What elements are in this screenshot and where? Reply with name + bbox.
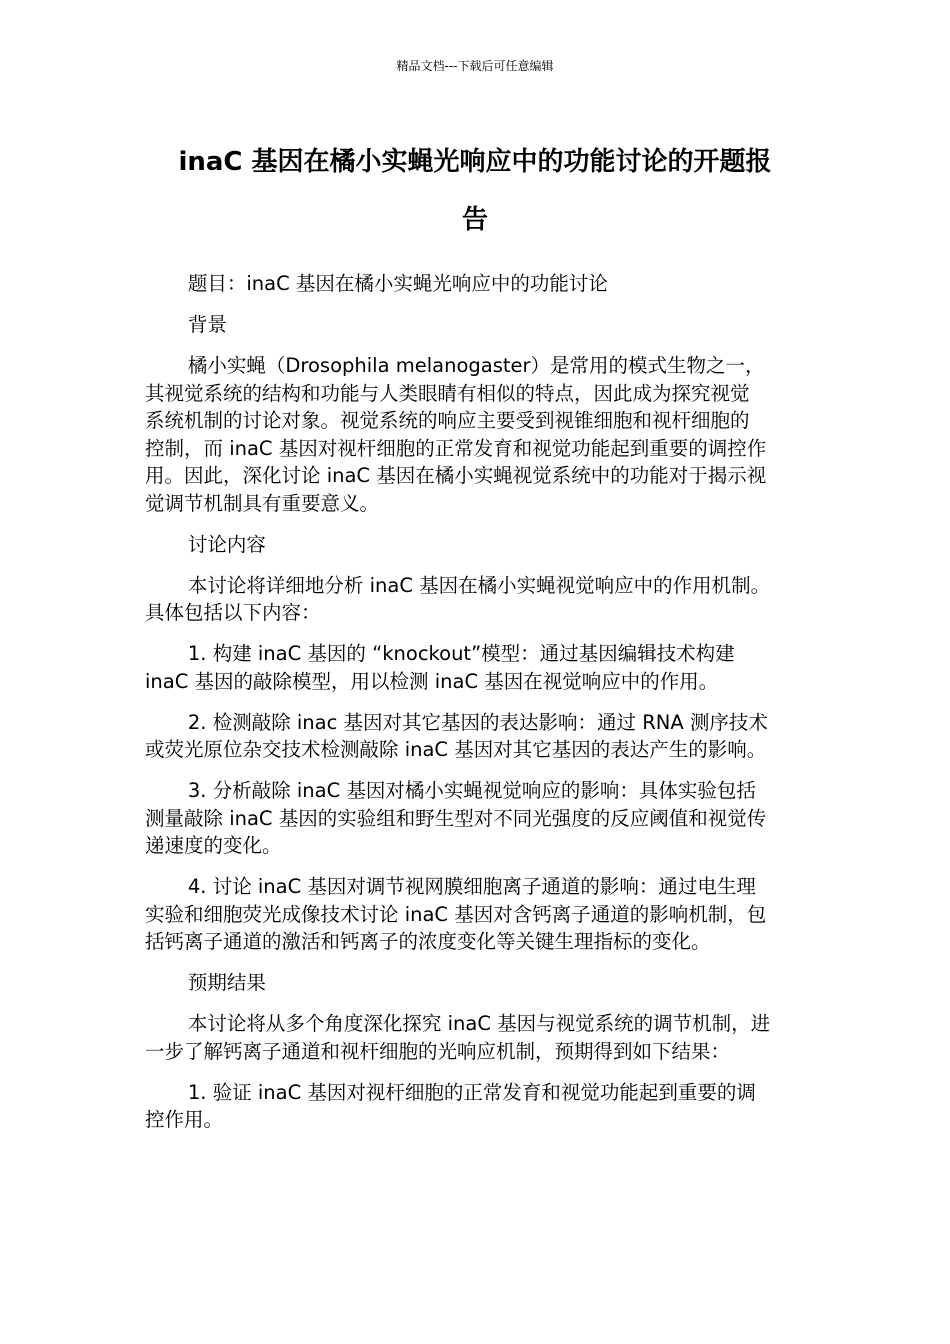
background-paragraph: 橘小实蝇（Drosophila melanogaster）是常用的模式生物之一， 其视觉系统的结构和功能与人类眼睛有相似的特点，因此成为探究视觉 系统机制的讨论对象。视觉系统的响应主要受到视锥细胞和视杆细胞的 控制，而 inaC 基因对视杆细胞的正常发育和视觉功能起到重要的调控作 用。因此，深化讨论 inaC 基因在橘小实蝇视觉系统中的功能对于揭示视 觉调节机制具有重要意义。 <box>145 354 767 515</box>
document-body <box>145 270 805 1147</box>
content-item-4: 4. 讨论 inaC 基因对调节视网膜细胞离子通道的影响：通过电生理 实验和细胞荧光成像技术讨论 inaC 基因对含钙离子通道的影响机制，包 括钙离子通道的激活和钙离子的浓度变化等关键生理指标的变化。 <box>145 875 767 953</box>
expected-result-item-1: 1. 验证 inaC 基因对视杆细胞的正常发育和视觉功能起到重要的调 控作用。 <box>145 1080 756 1131</box>
topic-line: 题目：inaC 基因在橘小实蝇光响应中的功能讨论 <box>187 272 608 295</box>
section-heading-expected-results: 预期结果 <box>187 971 266 994</box>
content-item-1: 1. 构建 inaC 基因的 “knockout”模型：通过基因编辑技术构建 inaC 基因的敲除模型，用以检测 inaC 基因在视觉响应中的作用。 <box>145 642 735 693</box>
section-heading-content: 讨论内容 <box>187 532 266 556</box>
document-title: inaC 基因在橘小实蝇光响应中的功能讨论的开题报 告 <box>178 147 772 235</box>
content-intro-paragraph: 本讨论将详细地分析 inaC 基因在橘小实蝇视觉响应中的作用机制。 具体包括以下内容： <box>145 573 771 624</box>
content-item-3: 3. 分析敲除 inaC 基因对橘小实蝇视觉响应的影响：具体实验包括 测量敲除 inaC 基因的实验组和野生型对不同光强度的反应阈值和视觉传 递速度的变化。 <box>145 779 767 857</box>
expected-results-intro: 本讨论将从多个角度深化探究 inaC 基因与视觉系统的调节机制，进 一步了解钙离子通道和视杆细胞的光响应机制，预期得到如下结果： <box>145 1012 771 1063</box>
content-item-2: 2. 检测敲除 inac 基因对其它基因的表达影响：通过 RNA 测序技术 或荧光原位杂交技术检测敲除 inaC 基因对其它基因的表达产生的影响。 <box>145 710 768 761</box>
page-header-note: 精品文档---下载后可任意编辑 <box>396 59 554 73</box>
section-heading-background: 背景 <box>187 313 227 336</box>
